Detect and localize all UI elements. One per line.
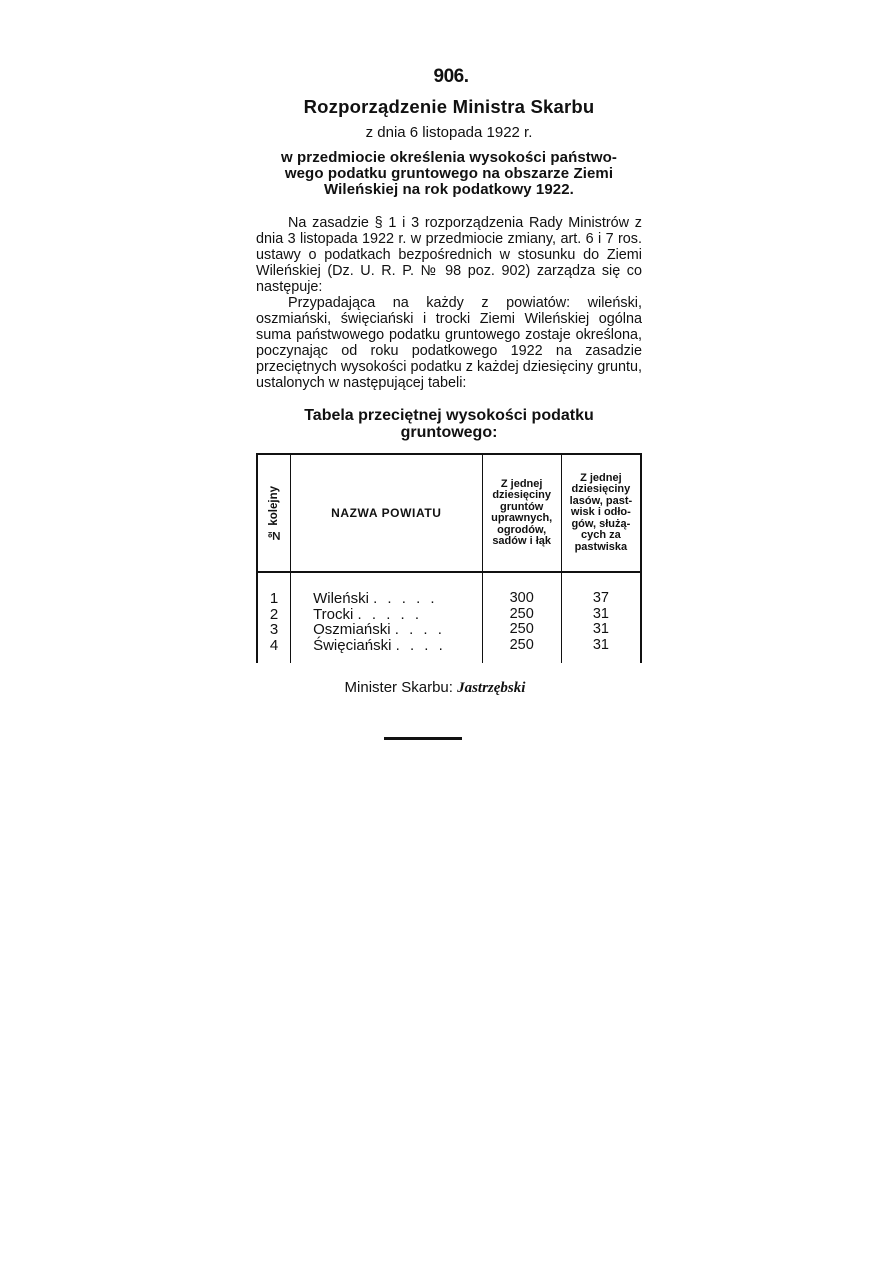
header-line: gów, służą- xyxy=(571,517,631,530)
arable-value: 250 xyxy=(509,621,534,637)
header-line: dziesięciny xyxy=(571,483,631,496)
forest-value: 31 xyxy=(592,636,609,653)
header-forest xyxy=(561,454,641,572)
column-forest xyxy=(561,572,641,663)
district-name: Wileński xyxy=(313,590,369,607)
forest-value: 31 xyxy=(592,605,609,622)
row-name-cell xyxy=(313,607,481,623)
arable-value: 300 xyxy=(509,590,534,606)
district-name: Trocki xyxy=(313,605,354,623)
leader-dots: . . . . xyxy=(394,621,445,638)
header-line: wisk i odło- xyxy=(570,506,631,519)
table-header-row xyxy=(257,454,641,572)
row-number: 3 xyxy=(269,621,279,638)
subject-line: Wileńskiej na rok podatkowy 1922. xyxy=(324,181,574,198)
arable-value: 250 xyxy=(509,605,534,622)
document-title: Rozporządzenie Ministra Skarbu xyxy=(303,96,595,117)
column-names xyxy=(291,572,482,663)
column-numbers xyxy=(257,572,291,663)
table-title xyxy=(256,407,642,441)
body-paragraph-1: Na zasadzie § 1 i 3 rozporządzenia Rady Ministrów z dnia 3 listopada 1922 r. w przedmiocie zmiany, art. 6 i 7 ros. ustawy o podatkach bezpośrednich w stosunku do Ziemi Wileńskiej (Dz. U. R. P. № 98 poz. 902) zarządza się co następuje: xyxy=(256,215,642,295)
header-line: dziesięciny xyxy=(492,489,552,501)
leader-dots: . . . . . xyxy=(373,590,438,607)
table-title-line: gruntowego: xyxy=(400,424,498,441)
header-line: gruntów xyxy=(499,500,544,513)
header-line: lasów, past- xyxy=(569,494,633,507)
signature-line xyxy=(228,679,642,697)
tax-rate-table xyxy=(256,453,642,663)
document-body xyxy=(256,215,642,391)
header-line: Z jednej xyxy=(500,477,543,490)
header-line: ogrodów, xyxy=(497,523,547,536)
header-line: Z jednej xyxy=(580,471,622,484)
header-name: NAZWA POWIATU xyxy=(291,454,482,572)
header-number: № kolejny xyxy=(257,454,291,572)
header-line: pastwiska xyxy=(574,540,628,553)
leader-dots: . . . . xyxy=(395,636,446,654)
row-number: 2 xyxy=(269,605,279,623)
page-number: 906. xyxy=(433,66,469,87)
district-name: Oszmiański xyxy=(313,621,391,638)
document-subject xyxy=(256,150,642,198)
header-arable xyxy=(482,454,561,572)
district-name: Święciański xyxy=(313,636,392,654)
table-body-row xyxy=(257,572,641,663)
document-page xyxy=(256,66,642,740)
row-name-cell xyxy=(313,591,481,607)
leader-dots: . . . . . xyxy=(357,605,423,623)
arable-value: 250 xyxy=(509,636,534,653)
body-paragraph-2: Przypadająca na każdy z powiatów: wileński, oszmiański, święciański i trocki Ziemi Wileńskiej ogólna suma państwowego podatku gruntowego zostaje określona, poczynając od roku podatkowego 1922 na zasadzie przeciętnych wysokości podatku z każdej dziesięciny gruntu, ustalonych w następującej tabeli: xyxy=(256,295,642,391)
table-title-line: Tabela przeciętnej wysokości podatku xyxy=(304,407,594,424)
row-name-cell xyxy=(313,638,481,654)
subject-line: w przedmiocie określenia wysokości państwo- xyxy=(280,149,618,166)
forest-value: 31 xyxy=(592,621,609,637)
header-line: cych za xyxy=(581,529,621,542)
signature-name: Jastrzębski xyxy=(457,680,526,696)
forest-value: 37 xyxy=(592,590,609,606)
row-number: 1 xyxy=(269,590,279,607)
header-line: sadów i łąk xyxy=(492,535,552,547)
signature-label: Minister Skarbu: xyxy=(344,679,453,696)
column-arable xyxy=(482,572,561,663)
header-line: uprawnych, xyxy=(491,512,553,524)
row-number: 4 xyxy=(269,636,279,654)
document-date: z dnia 6 listopada 1922 r. xyxy=(365,124,533,141)
subject-line: wego podatku gruntowego na obszarze Ziemi xyxy=(284,165,614,182)
closing-rule xyxy=(384,737,462,740)
row-name-cell xyxy=(313,622,481,638)
